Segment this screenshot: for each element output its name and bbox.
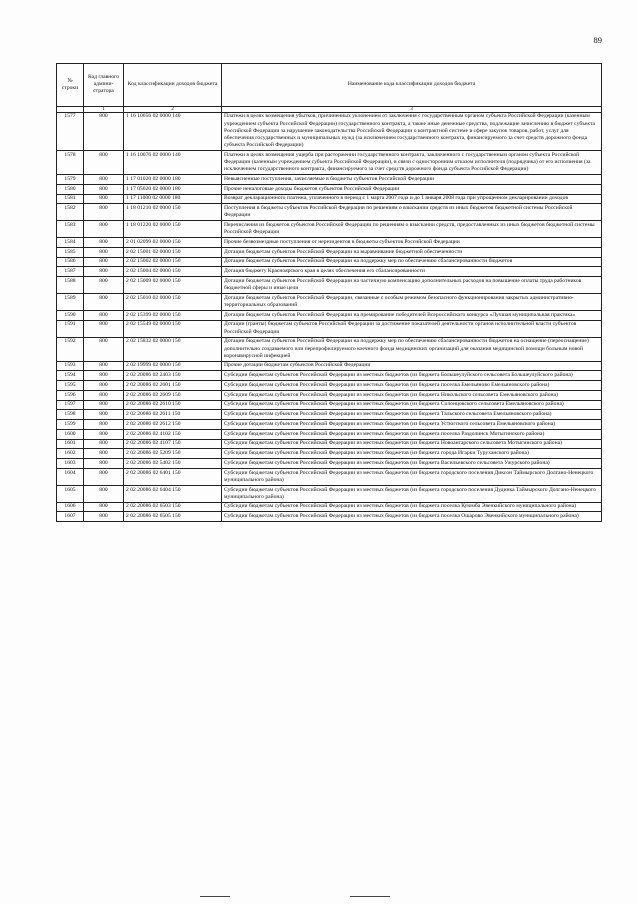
row-number-cell: 1585	[57, 247, 84, 257]
classification-name-cell: Дотации бюджетам субъектов Российской Федерации, связанные с особым режимом безопасного функционирования закрытых административно-территориальных образований	[222, 294, 602, 311]
classification-code-cell: 1 17 11000 02 0000 180	[124, 194, 222, 204]
row-number-cell: 1587	[57, 267, 84, 277]
table-row	[57, 337, 602, 361]
classification-name-cell: Платежи в целях возмещения убытков, причиненных уклонением от заключения с государственным органом субъекта Российской Федерации (казенным учреждением субъекта Российской Федерации) государственного контракта, а также иные денежные средства, подлежащие зачислению в бюджет субъекта Российской Федерации за нарушение законодательства Российской Федерации о контрактной системе в сфере закупок товаров, работ, услуг для обеспечения государственных и муниципальных нужд (за исключением государственного контракта, финансируемого за счет средств дорожного фонда субъекта Российской Федерации)	[222, 112, 602, 150]
table-row	[57, 204, 602, 221]
row-number-cell: 1588	[57, 277, 84, 294]
row-number-cell: 1589	[57, 294, 84, 311]
row-number-cell: 1597	[57, 400, 84, 410]
admin-code-cell: 800	[84, 400, 124, 410]
admin-code-cell: 800	[84, 512, 124, 522]
row-number-cell: 1583	[57, 221, 84, 238]
row-number-cell: 1594	[57, 371, 84, 381]
classification-code-cell: 2 02 20086 02 6505 150	[124, 512, 222, 522]
row-number-cell: 1580	[57, 184, 84, 194]
table-row	[57, 184, 602, 194]
admin-code-cell: 800	[84, 439, 124, 449]
row-number-cell: 1582	[57, 204, 84, 221]
admin-code-cell: 800	[84, 420, 124, 430]
row-number-cell: 1593	[57, 361, 84, 371]
classification-code-cell: 2 02 20086 02 4107 150	[124, 439, 222, 449]
classification-name-cell: Дотации бюджетам субъектов Российской Федерации на выравнивание бюджетной обеспеченности	[222, 247, 602, 257]
table-row	[57, 381, 602, 391]
classification-code-cell: 2 02 15832 02 0000 150	[124, 337, 222, 361]
classification-name-cell: Дотации бюджетам субъектов Российской Федерации на поддержку мер по обеспечению сбалансированности бюджетов на оснащение (переоснащение) дополнительно создаваемого или перепрофилируемого коечного фонда медицинских организаций для оказания медицинской помощи больным новой коронавирусной инфекцией	[222, 337, 602, 361]
row-number-cell: 1598	[57, 410, 84, 420]
row-number-cell: 1577	[57, 112, 84, 150]
row-number-cell: 1578	[57, 150, 84, 174]
admin-code-cell: 800	[84, 277, 124, 294]
admin-code-cell: 800	[84, 184, 124, 194]
classification-code-cell: 1 16 10056 02 0000 140	[124, 112, 222, 150]
classification-code-cell: 2 02 15399 02 0000 150	[124, 310, 222, 320]
table-row	[57, 400, 602, 410]
classification-code-cell: 2 02 20086 02 2609 150	[124, 390, 222, 400]
classification-name-cell: Перечисления из бюджетов субъектов Российской Федерации по решениям о взыскании средств, предоставленных из иных бюджетов бюджетной системы Российской Федерации	[222, 221, 602, 238]
admin-code-cell: 800	[84, 459, 124, 469]
admin-code-cell: 800	[84, 247, 124, 257]
table-row	[57, 277, 602, 294]
classification-name-cell: Субсидии бюджетам субъектов Российской Федерации из местных бюджетов (из бюджета города Игарки Туруханского района)	[222, 449, 602, 459]
admin-code-cell: 800	[84, 429, 124, 439]
classification-code-cell: 1 17 01020 02 0000 180	[124, 175, 222, 185]
table-row	[57, 439, 602, 449]
classification-name-cell: Субсидии бюджетам субъектов Российской Федерации из местных бюджетов (из бюджета Большеулуйского сельсовета Большеулуйского района)	[222, 371, 602, 381]
table-row	[57, 175, 602, 185]
classification-code-cell: 1 17 05020 02 0000 180	[124, 184, 222, 194]
admin-code-cell: 800	[84, 337, 124, 361]
table-header-row	[57, 64, 602, 107]
table-row	[57, 502, 602, 512]
classification-name-cell: Субсидии бюджетам субъектов Российской Федерации из местных бюджетов (из бюджета поселка Куюмба Эвенкийского муниципального района)	[222, 502, 602, 512]
classification-code-cell: 2 02 15549 02 0000 150	[124, 320, 222, 337]
classification-name-cell: Субсидии бюджетам субъектов Российской Федерации из местных бюджетов (из бюджета Васильевского сельсовета Ужурского района)	[222, 459, 602, 469]
classification-name-cell: Субсидии бюджетам субъектов Российской Федерации из местных бюджетов (из бюджета поселка Ошарово Эвенкийского муниципального района)	[222, 512, 602, 522]
row-number-cell: 1604	[57, 468, 84, 485]
classification-code-cell: 2 02 15009 02 0000 150	[124, 277, 222, 294]
row-number-cell: 1601	[57, 439, 84, 449]
table-row	[57, 238, 602, 248]
admin-code-cell: 800	[84, 175, 124, 185]
classification-name-cell: Субсидии бюджетам субъектов Российской Федерации из местных бюджетов (из бюджета Новоангарского сельсовета Мотыгинского района)	[222, 439, 602, 449]
classification-code-cell: 2 02 19999 02 0000 150	[124, 361, 222, 371]
header-classification-name: Наименование кода классификации доходов бюджета	[222, 64, 602, 107]
row-number-cell: 1581	[57, 194, 84, 204]
row-number-cell: 1602	[57, 449, 84, 459]
column-number: 1	[84, 106, 124, 112]
classification-name-cell: Субсидии бюджетам субъектов Российской Федерации из местных бюджетов (из бюджета городского поселения Диксон Таймырского Долгано-Ненецкого муниципального района)	[222, 468, 602, 485]
admin-code-cell: 800	[84, 410, 124, 420]
admin-code-cell: 800	[84, 204, 124, 221]
admin-code-cell: 800	[84, 221, 124, 238]
row-number-cell: 1586	[57, 257, 84, 267]
classification-name-cell: Невыясненные поступления, зачисляемые в бюджеты субъектов Российской Федерации	[222, 175, 602, 185]
classification-code-cell: 2 02 20086 02 2611 150	[124, 410, 222, 420]
classification-code-cell: 2 02 20086 02 6401 150	[124, 468, 222, 485]
classification-code-cell: 2 02 20086 02 5209 150	[124, 449, 222, 459]
classification-name-cell: Субсидии бюджетам субъектов Российской Федерации из местных бюджетов (из бюджета поселка Емельяново Емельяновского района)	[222, 381, 602, 391]
classification-name-cell: Субсидии бюджетам субъектов Российской Федерации из местных бюджетов (из бюджета поселка Раздолинск Мотыгинского района)	[222, 429, 602, 439]
classification-code-cell: 2 02 20086 02 6503 150	[124, 502, 222, 512]
table-row	[57, 512, 602, 522]
classification-code-cell: 2 02 20086 02 6404 150	[124, 485, 222, 502]
row-number-cell: 1596	[57, 390, 84, 400]
classification-name-cell: Субсидии бюджетам субъектов Российской Федерации из местных бюджетов (из бюджета Никольского сельсовета Емельяновского района)	[222, 390, 602, 400]
header-row-number: № строки	[57, 64, 84, 107]
classification-name-cell: Платежи в целях возмещения ущерба при расторжении государственного контракта, заключенного с государственным органом субъекта Российской Федерации (казенным учреждением субъекта Российской Федерации), в связи с односторонним отказом исполнителя (подрядчика) от его исполнения (за исключением государственного контракта, финансируемого за счет средств дорожного фонда субъекта Российской Федерации)	[222, 150, 602, 174]
admin-code-cell: 800	[84, 112, 124, 150]
table-row	[57, 310, 602, 320]
classification-code-cell: 2 02 20086 02 5402 150	[124, 459, 222, 469]
classification-name-cell: Дотации бюджетам субъектов Российской Федерации на поддержку мер по обеспечению сбалансированности бюджетов	[222, 257, 602, 267]
column-number: 3	[222, 106, 602, 112]
classification-name-cell: Дотация бюджету Красноярского края в целях обеспечения его сбалансированности	[222, 267, 602, 277]
classification-name-cell: Дотации (гранты) бюджетам субъектов Российской Федерации за достижение показателей деятельности органов исполнительной власти субъектов Российской Федерации	[222, 320, 602, 337]
admin-code-cell: 800	[84, 320, 124, 337]
classification-name-cell: Субсидии бюджетам субъектов Российской Федерации из местных бюджетов (из бюджета городского поселения Дудинка Таймырского Долгано-Ненецкого муниципального района)	[222, 485, 602, 502]
row-number-cell: 1591	[57, 320, 84, 337]
row-number-cell: 1603	[57, 459, 84, 469]
table-row	[57, 390, 602, 400]
table-row	[57, 449, 602, 459]
admin-code-cell: 800	[84, 468, 124, 485]
header-admin-code: Код главного админи- стратора	[84, 64, 124, 107]
table-row	[57, 320, 602, 337]
table-row	[57, 194, 602, 204]
table-row	[57, 468, 602, 485]
admin-code-cell: 800	[84, 485, 124, 502]
classification-code-cell: 2 02 15010 02 0000 150	[124, 294, 222, 311]
table-row	[57, 420, 602, 430]
admin-code-cell: 800	[84, 267, 124, 277]
classification-code-cell: 2 02 20086 02 2612 150	[124, 420, 222, 430]
classification-code-cell: 2 02 15002 02 0000 150	[124, 257, 222, 267]
admin-code-cell: 800	[84, 150, 124, 174]
classification-code-cell: 1 18 01220 02 0000 150	[124, 221, 222, 238]
classification-code-cell: 2 01 02099 02 0000 150	[124, 238, 222, 248]
admin-code-cell: 800	[84, 238, 124, 248]
table-row	[57, 361, 602, 371]
classification-code-cell: 1 18 01210 02 0000 150	[124, 204, 222, 221]
table-row	[57, 150, 602, 174]
budget-classification-table	[56, 63, 602, 522]
row-number-cell: 1579	[57, 175, 84, 185]
table-row	[57, 485, 602, 502]
header-classification-code: Код классификации доходов бюджета	[124, 64, 222, 107]
column-number: 2	[124, 106, 222, 112]
footer-scan-marks	[200, 896, 420, 898]
table-row	[57, 410, 602, 420]
classification-name-cell: Прочие неналоговые доходы бюджетов субъектов Российской Федерации	[222, 184, 602, 194]
admin-code-cell: 800	[84, 257, 124, 267]
row-number-cell: 1605	[57, 485, 84, 502]
admin-code-cell: 800	[84, 194, 124, 204]
row-number-cell: 1599	[57, 420, 84, 430]
classification-code-cell: 1 16 10076 02 0000 140	[124, 150, 222, 174]
classification-code-cell: 2 02 15001 02 0000 150	[124, 247, 222, 257]
row-number-cell: 1606	[57, 502, 84, 512]
table-row	[57, 371, 602, 381]
table-row	[57, 267, 602, 277]
classification-name-cell: Дотации бюджетам субъектов Российской Федерации на частичную компенсацию дополнительных расходов на повышение оплаты труда работников бюджетной сферы и иные цели	[222, 277, 602, 294]
classification-name-cell: Дотации бюджетам субъектов Российской Федерации на премирование победителей Всероссийского конкурса «Лучшая муниципальная практика»	[222, 310, 602, 320]
page-number: 89	[593, 35, 602, 45]
classification-code-cell: 2 02 20086 02 2601 150	[124, 381, 222, 391]
admin-code-cell: 800	[84, 502, 124, 512]
classification-name-cell: Возврат декларационного платежа, уплаченного в период с 1 марта 2007 года и до 1 января 2008 года при упрощенном декларировании доходов	[222, 194, 602, 204]
row-number-cell: 1595	[57, 381, 84, 391]
classification-name-cell: Поступления в бюджеты субъектов Российской Федерации по решениям о взыскании средств из иных бюджетов бюджетной системы Российской Федерации	[222, 204, 602, 221]
table-row	[57, 429, 602, 439]
classification-code-cell: 2 02 20086 02 2610 150	[124, 400, 222, 410]
admin-code-cell: 800	[84, 381, 124, 391]
row-number-cell: 1600	[57, 429, 84, 439]
classification-name-cell: Прочие безвозмездные поступления от нерезидентов в бюджеты субъектов Российской Федерации	[222, 238, 602, 248]
admin-code-cell: 800	[84, 371, 124, 381]
table-body	[57, 112, 602, 522]
row-number-cell: 1607	[57, 512, 84, 522]
classification-name-cell: Субсидии бюджетам субъектов Российской Федерации из местных бюджетов (из бюджета Устюгского сельсовета Емельяновского района)	[222, 420, 602, 430]
table-row	[57, 459, 602, 469]
classification-name-cell: Субсидии бюджетам субъектов Российской Федерации из местных бюджетов (из бюджета Тальского сельсовета Емельяновского района)	[222, 410, 602, 420]
classification-name-cell: Субсидии бюджетам субъектов Российской Федерации из местных бюджетов (из бюджета Солонцовского сельсовета Емельяновского района)	[222, 400, 602, 410]
admin-code-cell: 800	[84, 390, 124, 400]
admin-code-cell: 800	[84, 361, 124, 371]
table-row	[57, 257, 602, 267]
classification-name-cell: Прочие дотации бюджетам субъектов Российской Федерации	[222, 361, 602, 371]
row-number-cell: 1590	[57, 310, 84, 320]
table-row	[57, 294, 602, 311]
classification-code-cell: 2 02 15004 02 0000 150	[124, 267, 222, 277]
admin-code-cell: 800	[84, 449, 124, 459]
admin-code-cell: 800	[84, 294, 124, 311]
classification-code-cell: 2 02 20086 02 4102 150	[124, 429, 222, 439]
table-row	[57, 247, 602, 257]
classification-code-cell: 2 02 20086 02 2403 150	[124, 371, 222, 381]
row-number-cell: 1584	[57, 238, 84, 248]
row-number-cell: 1592	[57, 337, 84, 361]
admin-code-cell: 800	[84, 310, 124, 320]
table-row	[57, 221, 602, 238]
table-row	[57, 112, 602, 150]
